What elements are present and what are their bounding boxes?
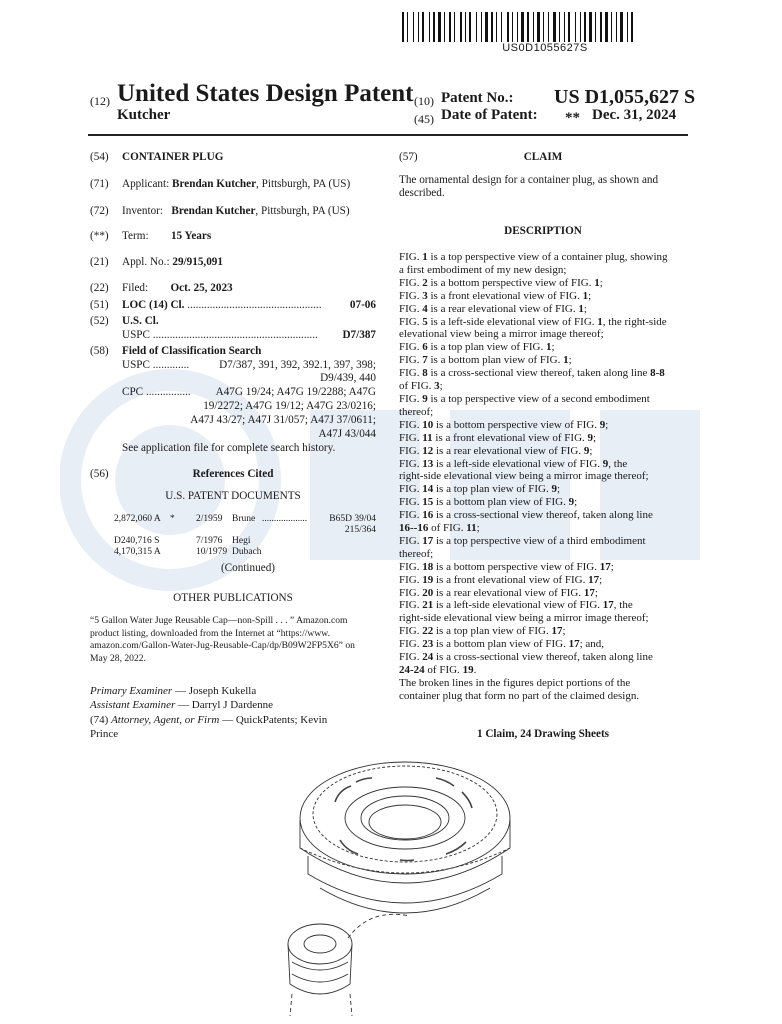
claim-code: (57) (399, 151, 418, 163)
description-line: FIG. 22 is a top plan view of FIG. 17; (399, 625, 566, 638)
description-text (399, 251, 687, 703)
description-line: FIG. 24 is a cross-sectional view thereof, taken along line (399, 651, 653, 664)
description-line: 24-24 of FIG. 19. (399, 664, 477, 676)
description-line: FIG. 2 is a bottom perspective view of FIG. 1; (399, 276, 603, 289)
barcode (402, 12, 688, 42)
filed-date: Oct. 25, 2023 (170, 282, 233, 294)
description-line: FIG. 15 is a bottom plan view of FIG. 9; (399, 496, 578, 509)
description-line: FIG. 9 is a top perspective view of a second embodiment (399, 392, 650, 405)
claim-heading: CLAIM (523, 151, 563, 163)
uspc-value: D7/387 (342, 329, 376, 341)
date-label: Date of Patent: (441, 107, 538, 123)
description-line: FIG. 19 is a front elevational view of FIG. 17; (399, 573, 603, 586)
appl-no: 29/915,091 (172, 256, 223, 268)
loc-value: 07-06 (349, 299, 376, 311)
description-line: FIG. 13 is a left-side elevational view of FIG. 9, the (399, 457, 628, 470)
primary-examiner: — Joseph Kukella (172, 685, 257, 697)
patent-date: Dec. 31, 2024 (592, 107, 677, 123)
description-line: container plug that form no part of the claimed design. (399, 689, 640, 702)
description-line: FIG. 11 is a front elevational view of FIG. 9; (399, 431, 597, 444)
description-line: thereof; (399, 405, 434, 418)
description-line: FIG. 7 is a bottom plan view of FIG. 1; (399, 354, 572, 367)
description-line: FIG. 18 is a bottom perspective view of FIG. 17; (399, 560, 614, 573)
document-title: United States Design Patent (117, 80, 414, 107)
container-plug-drawing (260, 748, 530, 1018)
description-line: right-side elevational view being a mirror image thereof; (399, 470, 649, 483)
description-line: FIG. 10 is a bottom perspective view of FIG. 9; (399, 418, 609, 431)
description-line: FIG. 17 is a top perspective view of a third embodiment (399, 534, 646, 547)
attorney: — QuickPatents; Kevin (219, 713, 328, 726)
description-line: FIG. 4 is a rear elevational view of FIG. 1; (399, 302, 587, 315)
invention-title: CONTAINER PLUG (122, 151, 224, 163)
claim-text: The ornamental design for a container plug, as shown and described. (399, 174, 659, 199)
description-line: FIG. 1 is a top perspective view of a container plug, showing (399, 251, 668, 263)
description-line: elevational view being a mirror image thereof; (399, 328, 604, 341)
term-value: 15 Years (170, 230, 212, 242)
description-line: right-side elevational view being a mirror image thereof; (399, 612, 649, 625)
description-line: FIG. 8 is a cross-sectional view thereof, taken along line 8-8 (399, 367, 665, 380)
reference-row: D240,716 S 7/1976 Hegi (114, 536, 251, 546)
other-publications-text: “5 Gallon Water Juge Reusable Cap—non-Spill . . . ” Amazon.com product listing, downloaded from the Internet at “https://www. amazon.com/Gallon-Water-Jug-Reusable-Cap/dp/B09W2FP5X6” on May 28, 2022. (90, 615, 355, 664)
patent-number: US D1,055,627 S (554, 86, 696, 108)
applicant-name: Brendan Kutcher (172, 178, 257, 190)
description-line: of FIG. 3; (399, 380, 443, 393)
header-rule (88, 134, 688, 136)
description-line: FIG. 16 is a cross-sectional view thereof, taken along line (399, 509, 653, 522)
date-stars: ** (565, 110, 580, 126)
description-line: FIG. 3 is a front elevational view of FIG. 1; (399, 289, 592, 302)
assistant-examiner: — Darryl J Dardenne (175, 699, 273, 712)
description-line: FIG. 6 is a top plan view of FIG. 1; (399, 341, 555, 354)
us-patent-docs-heading: U.S. PATENT DOCUMENTS (165, 490, 301, 502)
description-line: a first embodiment of my new design; (399, 263, 567, 276)
continued-note: (Continued) (220, 562, 276, 574)
barcode-number: US0D1055627S (502, 42, 588, 54)
date-code: (45) (414, 112, 434, 126)
description-line: FIG. 23 is a bottom plan view of FIG. 17; and, (399, 638, 605, 651)
description-line: The broken lines in the figures depict portions of the (399, 676, 631, 689)
patent-no-code: (10) (414, 94, 434, 108)
other-publications-heading: OTHER PUBLICATIONS (173, 592, 293, 604)
description-line: FIG. 21 is a left-side elevational view of FIG. 17, the (399, 599, 633, 612)
reference-row: 2,872,060 A * 2/1959 Brune ................... B65D 39/04 215/364 (114, 514, 376, 535)
description-line: FIG. 5 is a left-side elevational view of FIG. 1, the right-side (399, 315, 667, 328)
description-heading: DESCRIPTION (504, 225, 582, 237)
claims-sheets-count: 1 Claim, 24 Drawing Sheets (476, 728, 610, 740)
description-line: thereof; (399, 547, 434, 560)
reference-list (114, 514, 376, 558)
description-line: FIG. 14 is a top plan view of FIG. 9; (399, 483, 561, 496)
reference-row: 4,170,315 A 10/1979 Dubach (114, 547, 262, 557)
patent-no-label: Patent No.: (441, 90, 514, 106)
description-line: FIG. 20 is a rear elevational view of FIG. 17; (399, 586, 598, 599)
description-line: FIG. 12 is a rear elevational view of FIG. 9; (399, 444, 593, 457)
references-heading: References Cited (192, 468, 274, 480)
field-code: (54) (90, 151, 109, 163)
inventor-surname: Kutcher (117, 107, 171, 123)
examiner-block: Primary Examiner — Joseph Kukella Assistant Examiner — Darryl J Dardenne (74) Attorney, Agent, or Firm — QuickPatents; Kevin Prince (90, 685, 328, 741)
doc-type-code: (12) (90, 94, 110, 108)
inventor-name: Brendan Kutcher (171, 205, 256, 217)
description-line: 16--16 of FIG. 11; (399, 522, 480, 535)
